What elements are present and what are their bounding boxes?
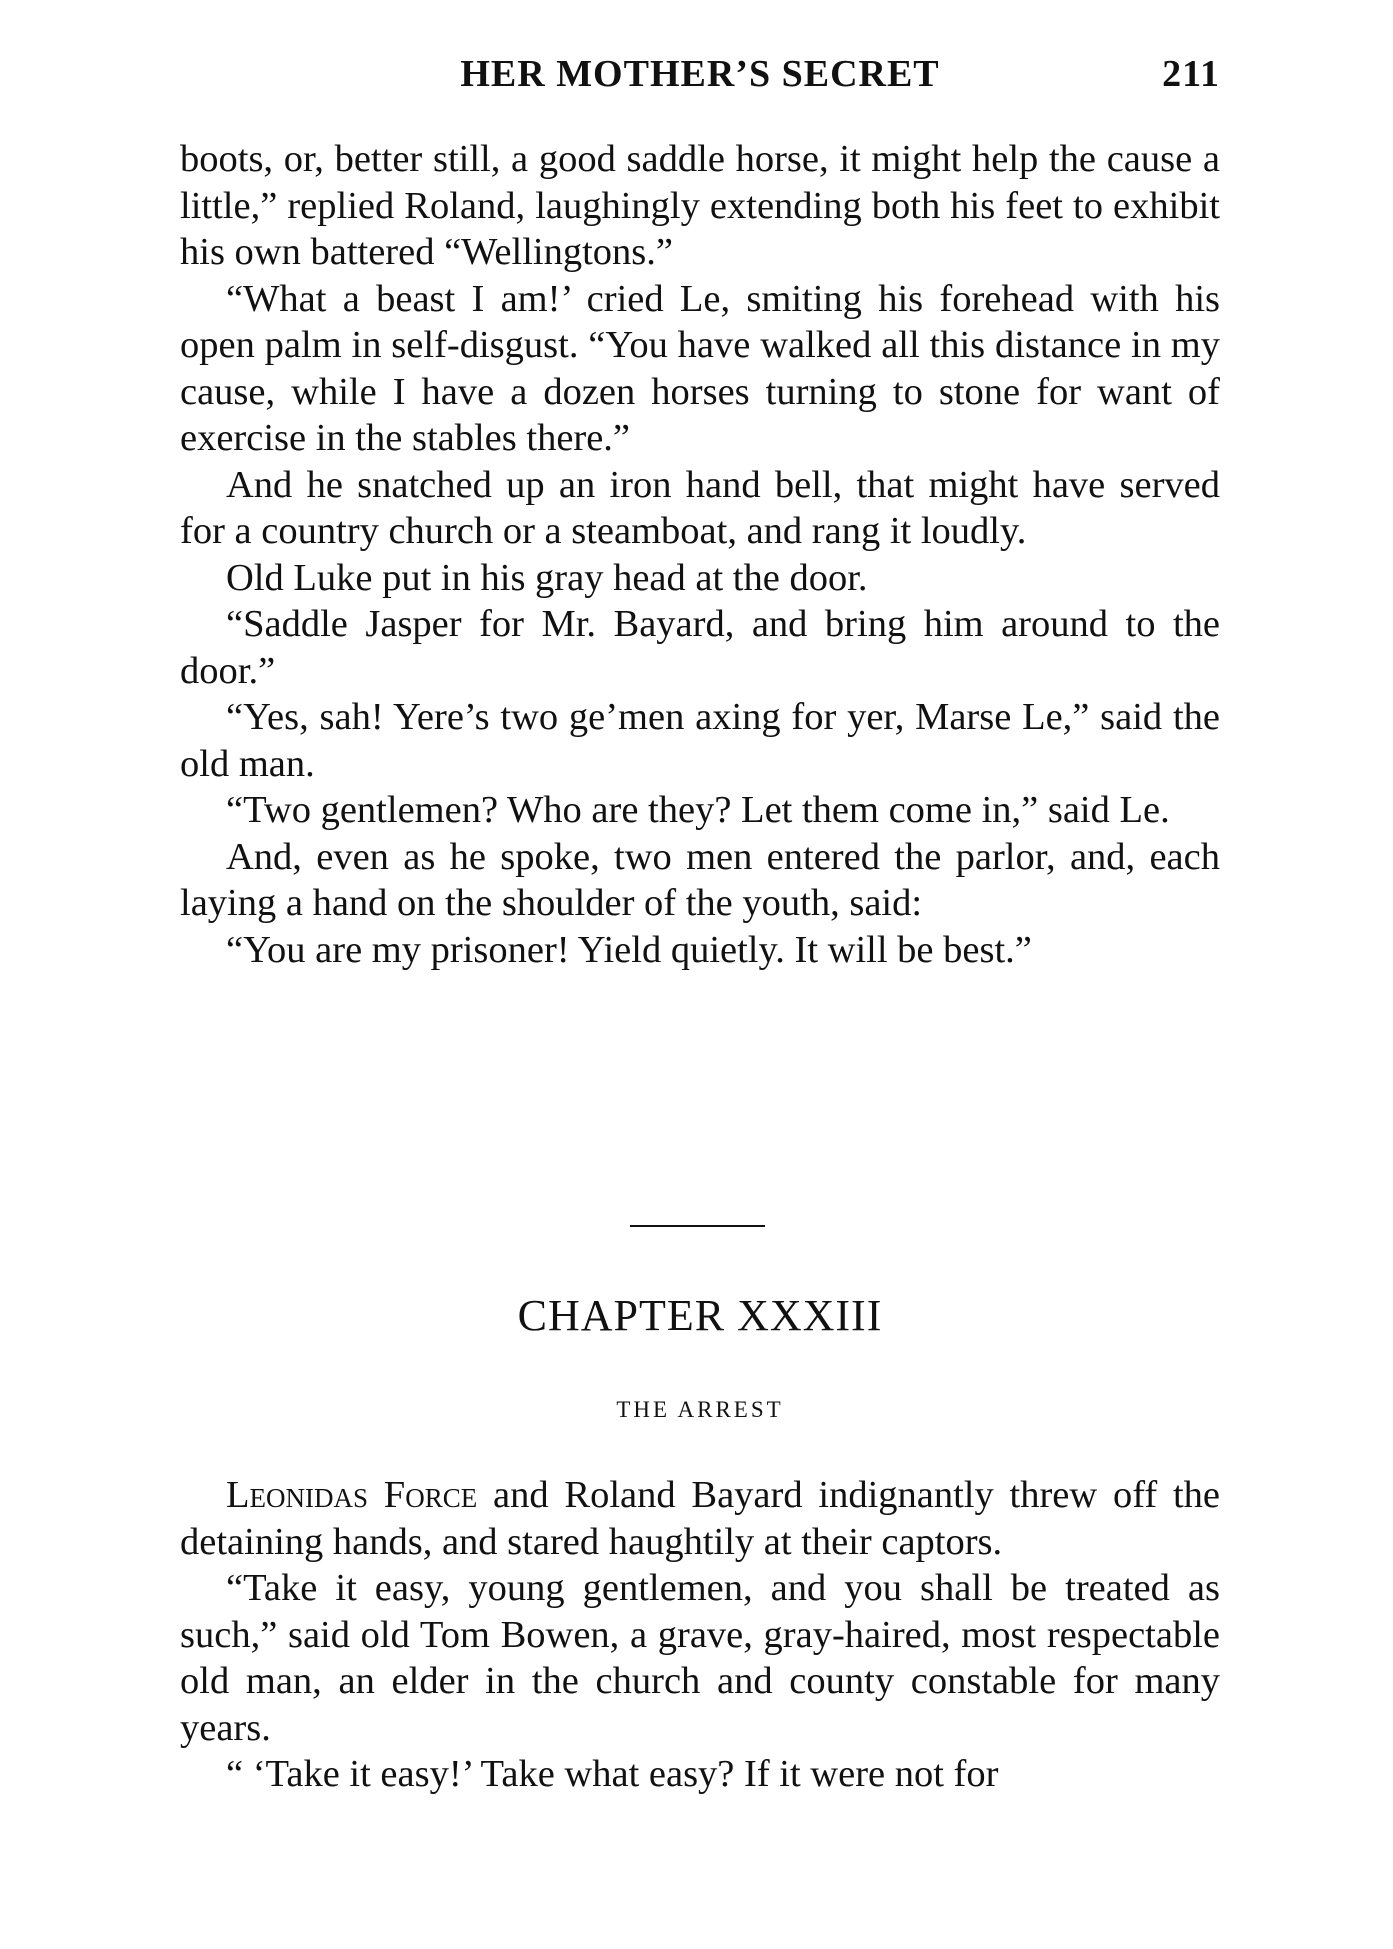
body-text-chapter — [180, 1472, 1220, 1798]
running-head — [180, 52, 1220, 102]
paragraph: Old Luke put in his gray head at the door. — [226, 556, 868, 599]
paragraph: boots, or, better still, a good saddle horse, it might help the cause a little,” replied Roland, laughingly extending both his feet to exhibit his own battered “Wellingtons.” — [180, 138, 1220, 273]
paragraph: “Saddle Jasper for Mr. Bayard, and bring him around to the door.” — [180, 603, 1220, 692]
opening-lead-words: Leonidas Force — [226, 1474, 478, 1516]
section-divider-rule — [630, 1225, 765, 1227]
paragraph: “Two gentlemen? Who are they? Let them come in,” said Le. — [226, 789, 1170, 831]
page-number: 211 — [1162, 53, 1220, 95]
book-page — [180, 0, 1220, 1949]
paragraph: “ ‘Take it easy!’ Take what easy? If it were not for — [226, 1753, 999, 1795]
paragraph: “You are my prisoner! Yield quietly. It will be best.” — [226, 928, 1032, 971]
paragraph: “What a beast I am!’ cried Le, smiting his forehead with his open palm in self-disgust. “You have walked all this distance in my cause, while I have a dozen horses turning to stone for want of exercise in the stables there.” — [180, 277, 1220, 459]
paragraph: And he snatched up an iron hand bell, that might have served for a country church or a steamboat, and rang it loudly. — [180, 463, 1220, 552]
body-text-before-chapter — [180, 136, 1220, 973]
chapter-opening-paragraph — [180, 1472, 1220, 1565]
paragraph: “Yes, sah! Yere’s two ge’men axing for yer, Marse Le,” said the old man. — [180, 696, 1220, 785]
paragraph: “Take it easy, young gentlemen, and you shall be treated as such,” said old Tom Bowen, a grave, gray-haired, most respectable old man, an elder in the church and county constable for many years. — [180, 1567, 1220, 1749]
running-title: HER MOTHER’S SECRET — [460, 53, 940, 95]
paragraph: And, even as he spoke, two men entered the parlor, and, each laying a hand on the shoulder of the youth, said: — [180, 835, 1220, 924]
chapter-subtitle: THE ARREST — [616, 1397, 784, 1422]
chapter-title: CHAPTER XXXIII — [517, 1291, 883, 1340]
opening-rest: and Roland Bayard indignantly threw off the detaining hands, and stared haughtily at their captors. — [180, 1474, 1220, 1563]
